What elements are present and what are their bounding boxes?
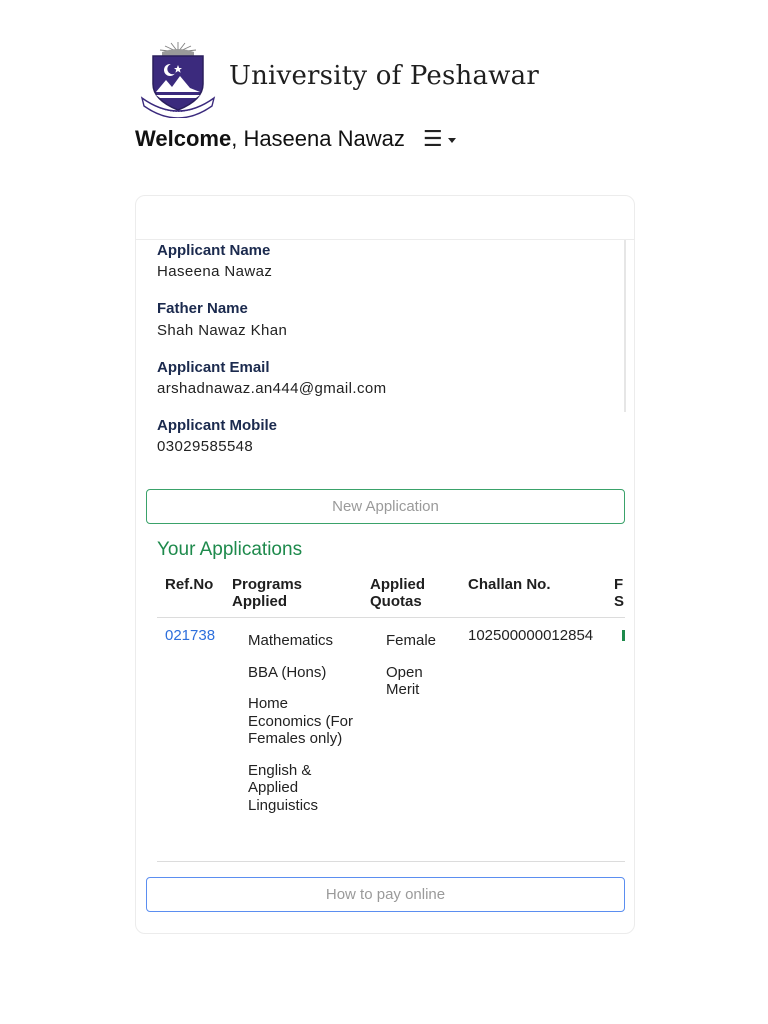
applications-table <box>157 576 625 862</box>
column-header-ref-no: Ref.No <box>165 576 214 593</box>
ref-no-link[interactable]: 021738 <box>165 627 216 644</box>
column-header-challan-no: Challan No. <box>468 576 551 593</box>
applicant-name-label: Applicant Name <box>157 242 271 259</box>
page-header <box>138 40 539 118</box>
university-logo <box>138 40 218 118</box>
program-item: English & Applied Linguistics <box>248 761 319 814</box>
caret-down-icon <box>448 138 456 143</box>
welcome-user-name: Haseena Nawaz <box>243 126 405 151</box>
user-menu-dropdown[interactable] <box>423 128 456 150</box>
your-applications-heading: Your Applications <box>157 539 303 560</box>
applicant-mobile-label: Applicant Mobile <box>157 417 277 434</box>
hamburger-menu-icon[interactable]: ☰ <box>422 126 443 151</box>
fee-status-badge <box>622 630 625 641</box>
table-bottom-divider <box>157 861 625 862</box>
applicant-name-value: Haseena Nawaz <box>157 263 273 280</box>
applicant-email-value: arshadnawaz.an444@gmail.com <box>157 380 387 397</box>
how-to-pay-online-button[interactable]: How to pay online <box>146 877 625 912</box>
program-item: Mathematics <box>248 632 334 649</box>
quota-item: Open Merit <box>386 663 423 698</box>
new-application-button[interactable]: New Application <box>146 489 625 524</box>
applied-quotas-list <box>386 632 448 713</box>
column-header-applied-quotas: Applied Quotas <box>370 576 425 610</box>
applicant-mobile-value: 03029585548 <box>157 438 254 455</box>
father-name-label: Father Name <box>157 300 248 317</box>
applicant-info-panel[interactable] <box>136 240 626 412</box>
applicant-email-label: Applicant Email <box>157 359 270 376</box>
programs-applied-list <box>248 632 358 828</box>
father-name-value: Shah Nawaz Khan <box>157 322 288 339</box>
column-header-fee-status: F S <box>614 576 625 610</box>
table-header-divider <box>157 617 625 618</box>
welcome-greeting: Welcome <box>135 126 232 151</box>
challan-number: 102500000012854 <box>468 627 594 644</box>
column-header-programs-applied: Programs Applied <box>232 576 303 610</box>
welcome-separator: , <box>231 126 238 151</box>
welcome-bar <box>135 126 456 152</box>
university-name: University of Peshawar <box>229 61 539 91</box>
program-item: BBA (Hons) <box>248 663 327 681</box>
applicant-card <box>135 195 635 934</box>
quota-item: Female <box>386 632 437 649</box>
welcome-text <box>135 126 405 152</box>
card-header <box>136 196 634 240</box>
program-item: Home Economics (For Females only) <box>248 695 354 747</box>
